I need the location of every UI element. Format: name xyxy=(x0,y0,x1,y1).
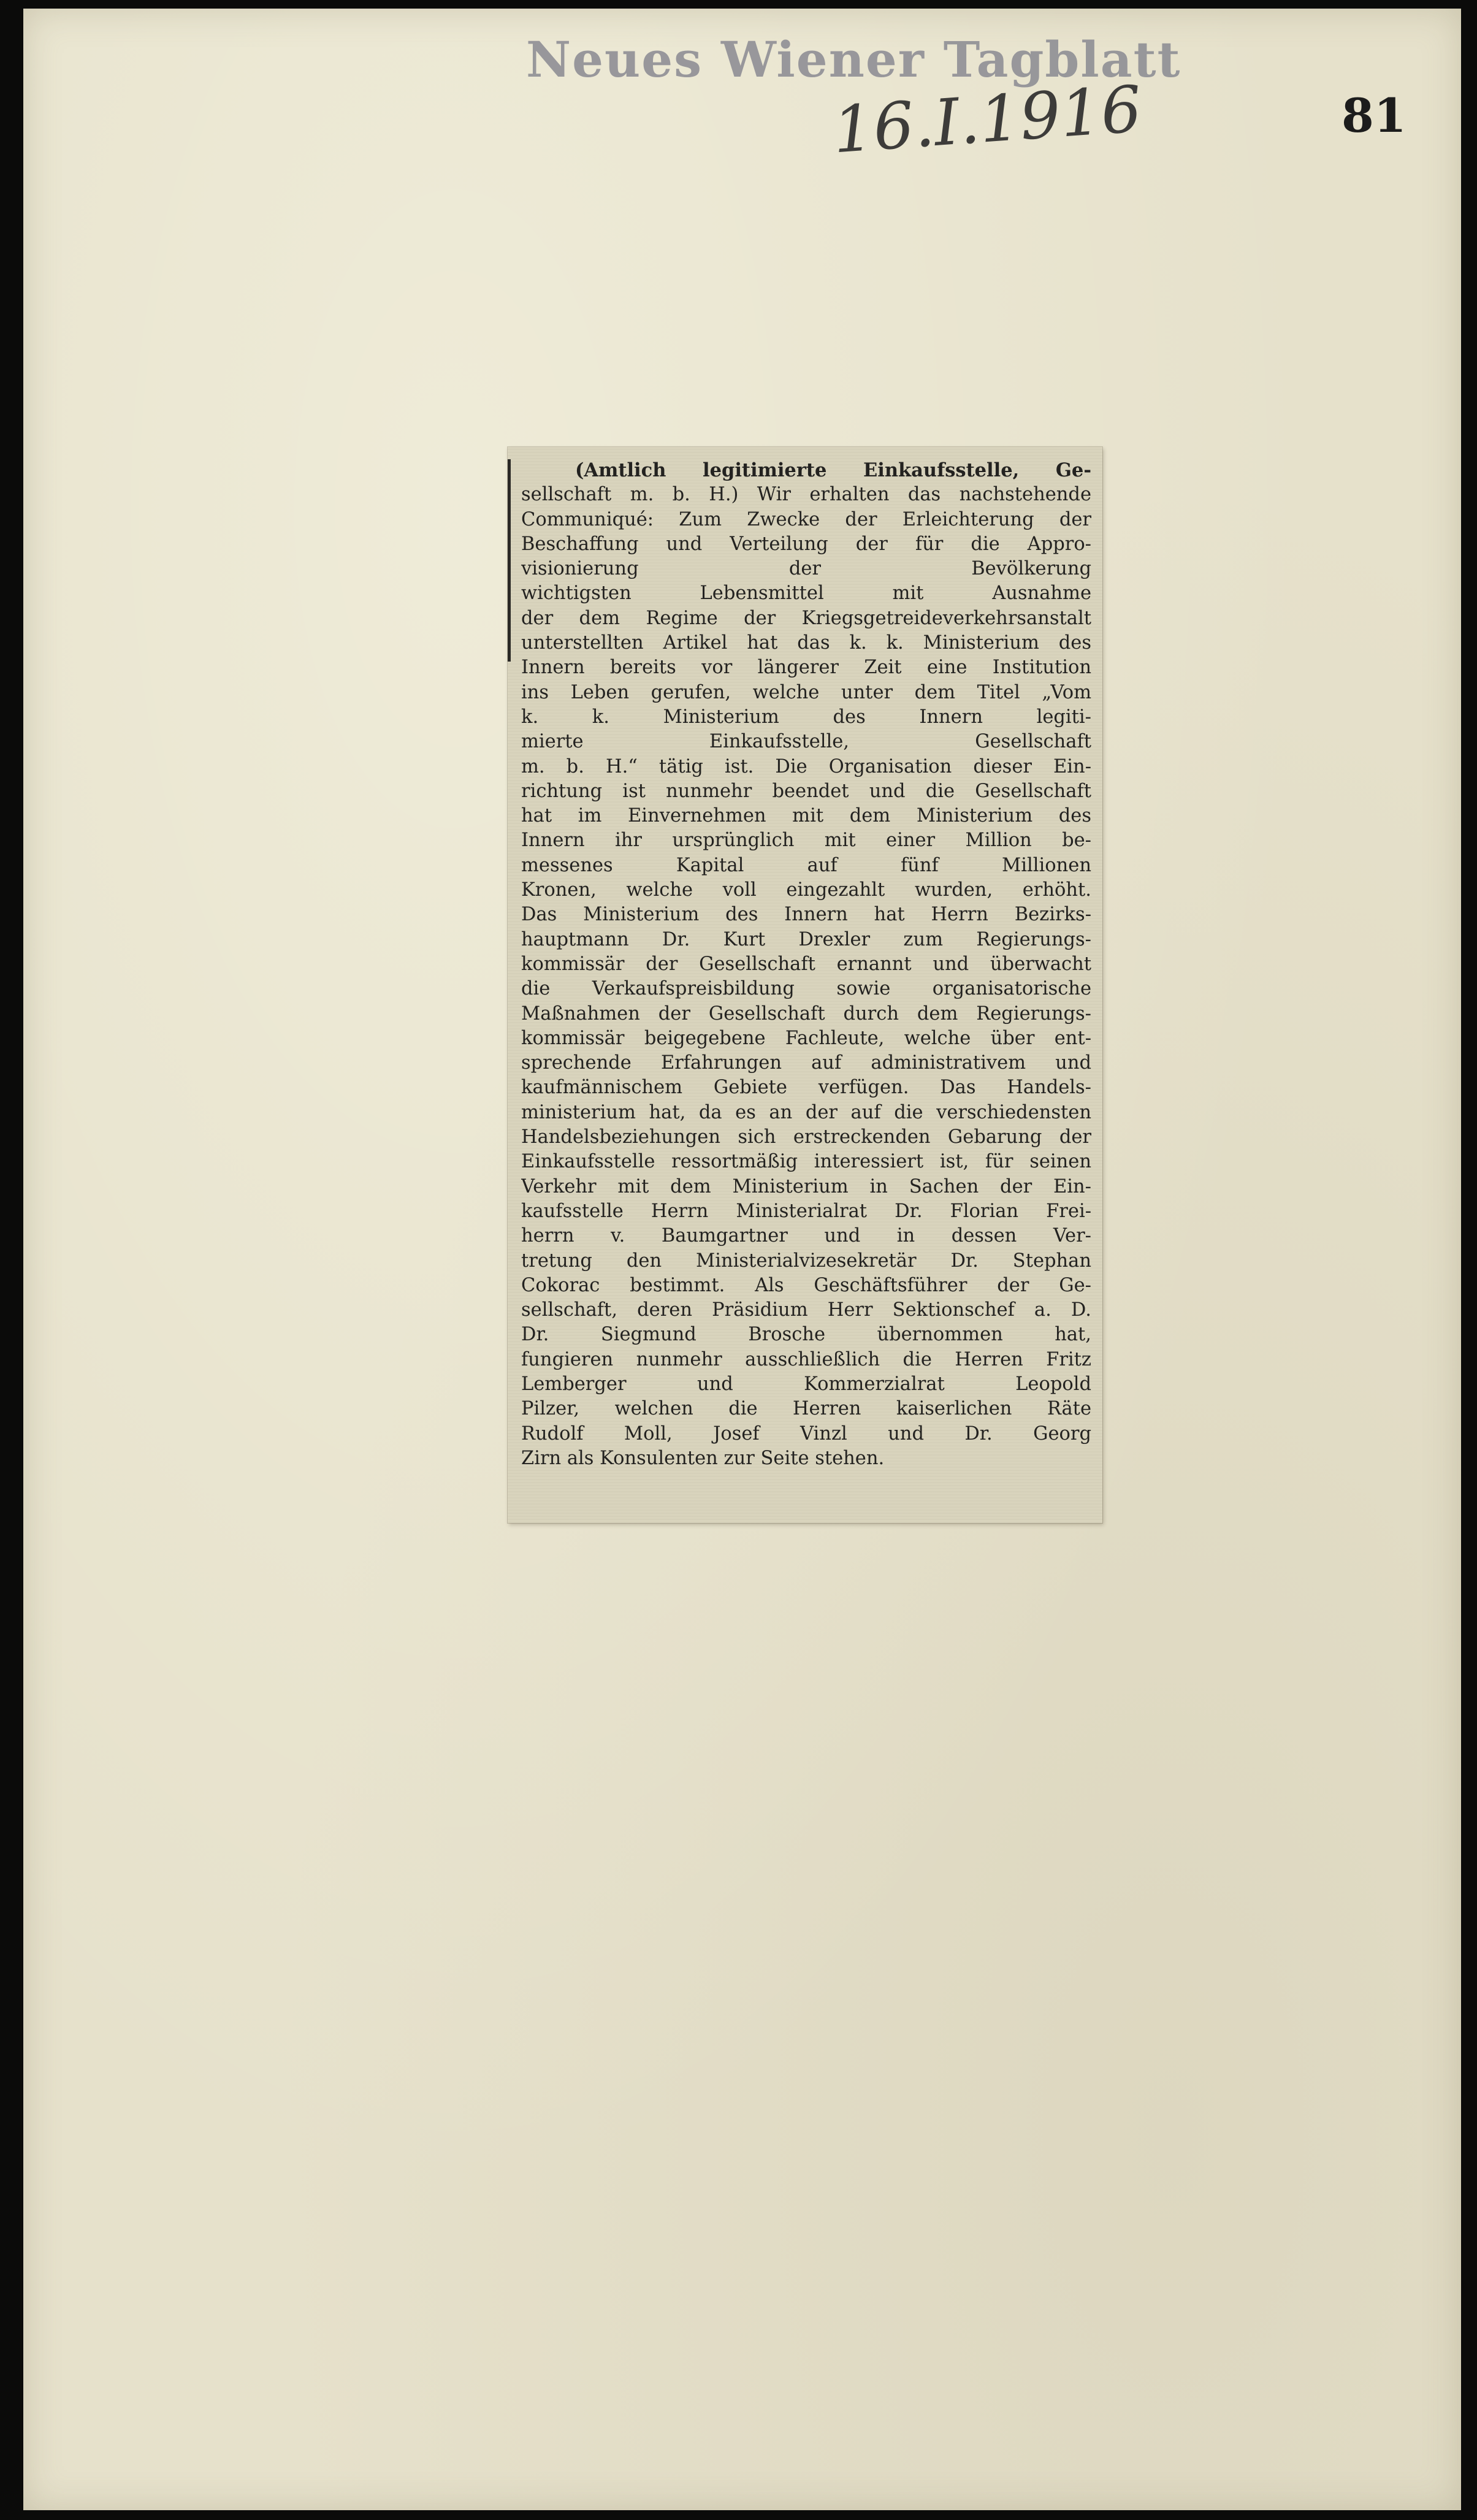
article-line: Pilzer, welchen die Herren kaiserlichen Räte xyxy=(521,1398,1091,1420)
article-line: Communiqué: Zum Zwecke der Erleichterung der xyxy=(521,508,1091,530)
article-line: Verkehr mit dem Ministerium in Sachen der Ein- xyxy=(521,1175,1091,1197)
article-line: kaufsstelle Herrn Ministerialrat Dr. Florian Frei- xyxy=(521,1200,1091,1222)
article-line: mierte Einkaufsstelle, Gesellschaft xyxy=(521,731,1091,753)
article-text xyxy=(521,458,1091,1471)
article-line: fungieren nunmehr ausschließlich die Herren Fritz xyxy=(521,1348,1091,1370)
article-line: kommissär der Gesellschaft ernannt und überwacht xyxy=(521,953,1091,975)
handwritten-date: 16.I.1916 xyxy=(830,71,1144,168)
article-line: kaufmännischem Gebiete verfügen. Das Handels- xyxy=(521,1077,1091,1099)
article-line: hauptmann Dr. Kurt Drexler zum Regierungs- xyxy=(521,928,1091,950)
article-line: Rudolf Moll, Josef Vinzl und Dr. Georg xyxy=(521,1422,1091,1445)
article-line: Beschaffung und Verteilung der für die Appro- xyxy=(521,533,1091,555)
article-line: Kronen, welche voll eingezahlt wurden, erhöht. xyxy=(521,879,1091,901)
newspaper-name-stamp: Neues Wiener Tagblatt xyxy=(526,31,1181,88)
article-line: Dr. Siegmund Brosche übernommen hat, xyxy=(521,1324,1091,1346)
article-line: kommissär beigegebene Fachleute, welche über ent- xyxy=(521,1027,1091,1049)
article-line: m. b. H.“ tätig ist. Die Organisation dieser Ein- xyxy=(521,755,1091,777)
column-rule xyxy=(508,459,511,662)
article-line: Das Ministerium des Innern hat Herrn Bezirks- xyxy=(521,904,1091,926)
article-line: ministerium hat, da es an der auf die verschiedensten xyxy=(521,1101,1091,1123)
article-line: sellschaft m. b. H.) Wir erhalten das nachstehende xyxy=(521,484,1091,506)
article-line: k. k. Ministerium des Innern legiti- xyxy=(521,706,1091,728)
article-line: Maßnahmen der Gesellschaft durch dem Regierungs- xyxy=(521,1002,1091,1025)
article-line: die Verkaufspreisbildung sowie organisatorische xyxy=(521,978,1091,1000)
article-line: visionierung der Bevölkerung xyxy=(521,558,1091,580)
article-line: ins Leben gerufen, welche unter dem Titel „Vom xyxy=(521,681,1091,703)
article-line: Cokorac bestimmt. Als Geschäftsführer der Ge- xyxy=(521,1274,1091,1296)
article-line: Handelsbeziehungen sich erstreckenden Gebarung der xyxy=(521,1126,1091,1148)
article-line: Zirn als Konsulenten zur Seite stehen. xyxy=(521,1447,885,1469)
article-line: richtung ist nunmehr beendet und die Gesellschaft xyxy=(521,780,1091,802)
archive-sheet xyxy=(23,9,1461,2510)
article-line: sprechende Erfahrungen auf administrativem und xyxy=(521,1052,1091,1074)
article-line: wichtigsten Lebensmittel mit Ausnahme xyxy=(521,582,1091,605)
article-line: Lemberger und Kommerzialrat Leopold xyxy=(521,1373,1091,1395)
newspaper-clipping xyxy=(508,447,1102,1523)
article-line: hat im Einvernehmen mit dem Ministerium des xyxy=(521,805,1091,827)
article-line: herrn v. Baumgartner und in dessen Ver- xyxy=(521,1225,1091,1247)
article-line: der dem Regime der Kriegsgetreideverkehrsanstalt xyxy=(521,607,1091,629)
article-line: Einkaufsstelle ressortmäßig interessiert ist, für seinen xyxy=(521,1151,1091,1173)
page-number: 81 xyxy=(1342,88,1406,143)
article-line: tretung den Ministerialvizesekretär Dr. Stephan xyxy=(521,1250,1091,1272)
article-line: (Amtlich legitimierte Einkaufsstelle, Ge- xyxy=(575,459,1091,481)
article-line: unterstellten Artikel hat das k. k. Ministerium des xyxy=(521,632,1091,654)
article-line: Innern ihr ursprünglich mit einer Million be- xyxy=(521,830,1091,852)
article-line: messenes Kapital auf fünf Millionen xyxy=(521,854,1091,876)
article-line: Innern bereits vor längerer Zeit eine Institution xyxy=(521,657,1091,679)
article-line: sellschaft, deren Präsidium Herr Sektionschef a. D. xyxy=(521,1299,1091,1321)
